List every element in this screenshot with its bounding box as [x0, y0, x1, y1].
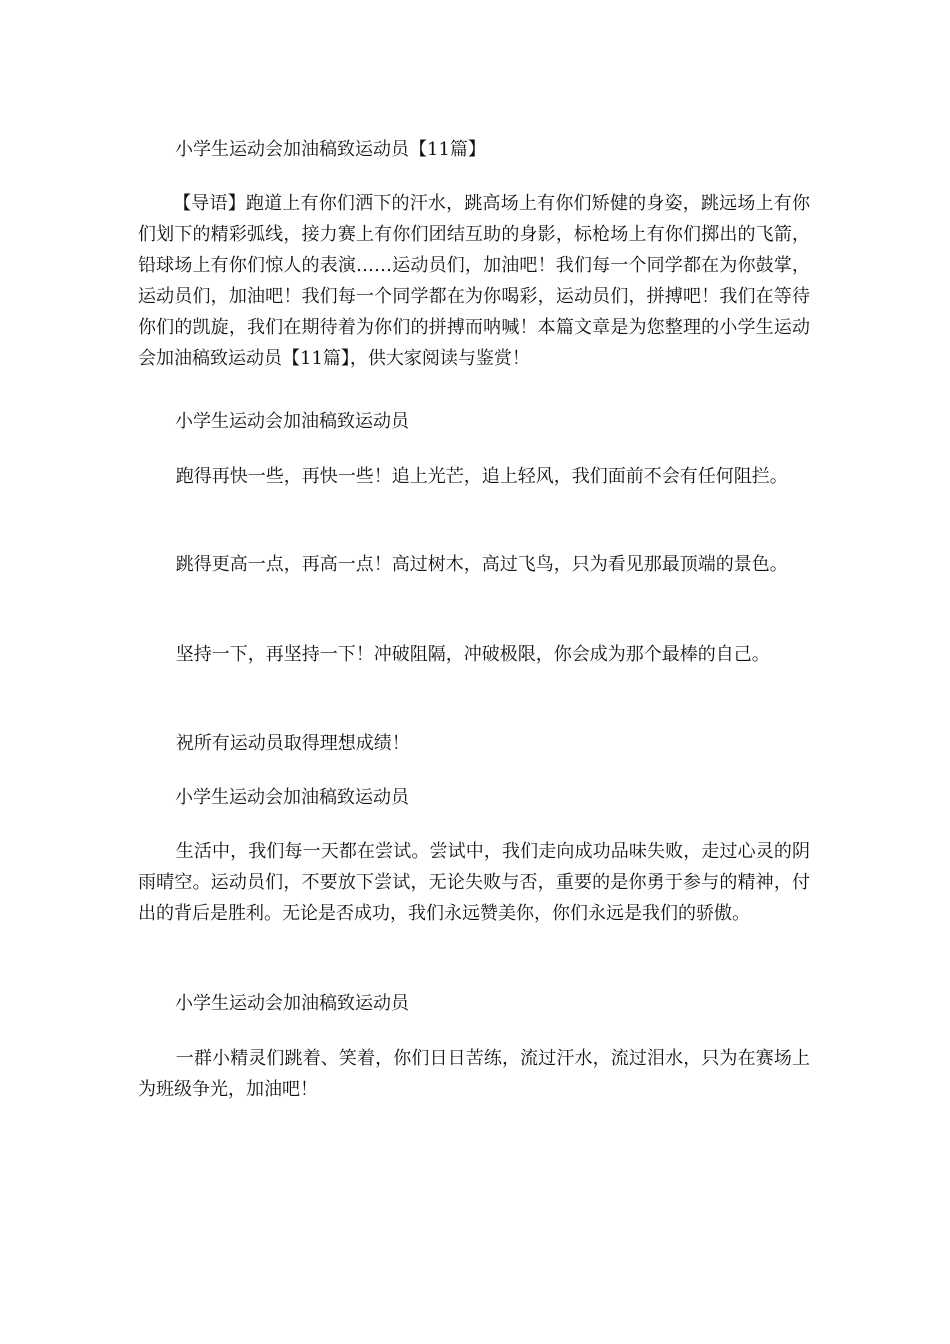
paragraph: 生活中，我们每一天都在尝试。尝试中，我们走向成功品味失败，走过心灵的阴雨晴空。运动员们，不要放下尝试，无论失败与否，重要的是你勇于参与的精神，付出的背后是胜利。无论是否成功，我们永远赞美你，你们永远是我们的骄傲。 [138, 841, 810, 924]
intro-paragraph: 【导语】跑道上有你们洒下的汗水，跳高场上有你们矫健的身姿，跳远场上有你们划下的精彩弧线，接力赛上有你们团结互助的身影，标枪场上有你们掷出的飞箭，铅球场上有你们惊人的表演……运动员们，加油吧！我们每一个同学都在为你鼓掌，运动员们，加油吧！我们每一个同学都在为你喝彩，运动员们，拼搏吧！我们在等待你们的凯旋，我们在期待着为你们的拼搏而呐喊！本篇文章是为您整理的小学生运动会加油稿致运动员【11篇】，供大家阅读与鉴赏！ [138, 193, 810, 369]
section-heading: 小学生运动会加油稿致运动员 [175, 787, 409, 808]
section-heading: 小学生运动会加油稿致运动员 [175, 993, 409, 1014]
paragraph: 祝所有运动员取得理想成绩！ [175, 733, 410, 754]
paragraph: 一群小精灵们跳着、笑着，你们日日苦练，流过汗水，流过泪水，只为在赛场上为班级争光，加油吧！ [138, 1048, 810, 1100]
section-heading: 小学生运动会加油稿致运动员 [175, 411, 409, 432]
paragraph: 坚持一下，再坚持一下！冲破阻隔，冲破极限，你会成为那个最棒的自己。 [175, 644, 770, 665]
document-title: 小学生运动会加油稿致运动员【11篇】 [175, 139, 486, 160]
paragraph: 跳得更高一点，再高一点！高过树木，高过飞鸟，只为看见那最顶端的景色。 [175, 554, 788, 575]
paragraph: 跑得再快一些，再快一些！追上光芒，追上轻风，我们面前不会有任何阻拦。 [175, 466, 788, 487]
